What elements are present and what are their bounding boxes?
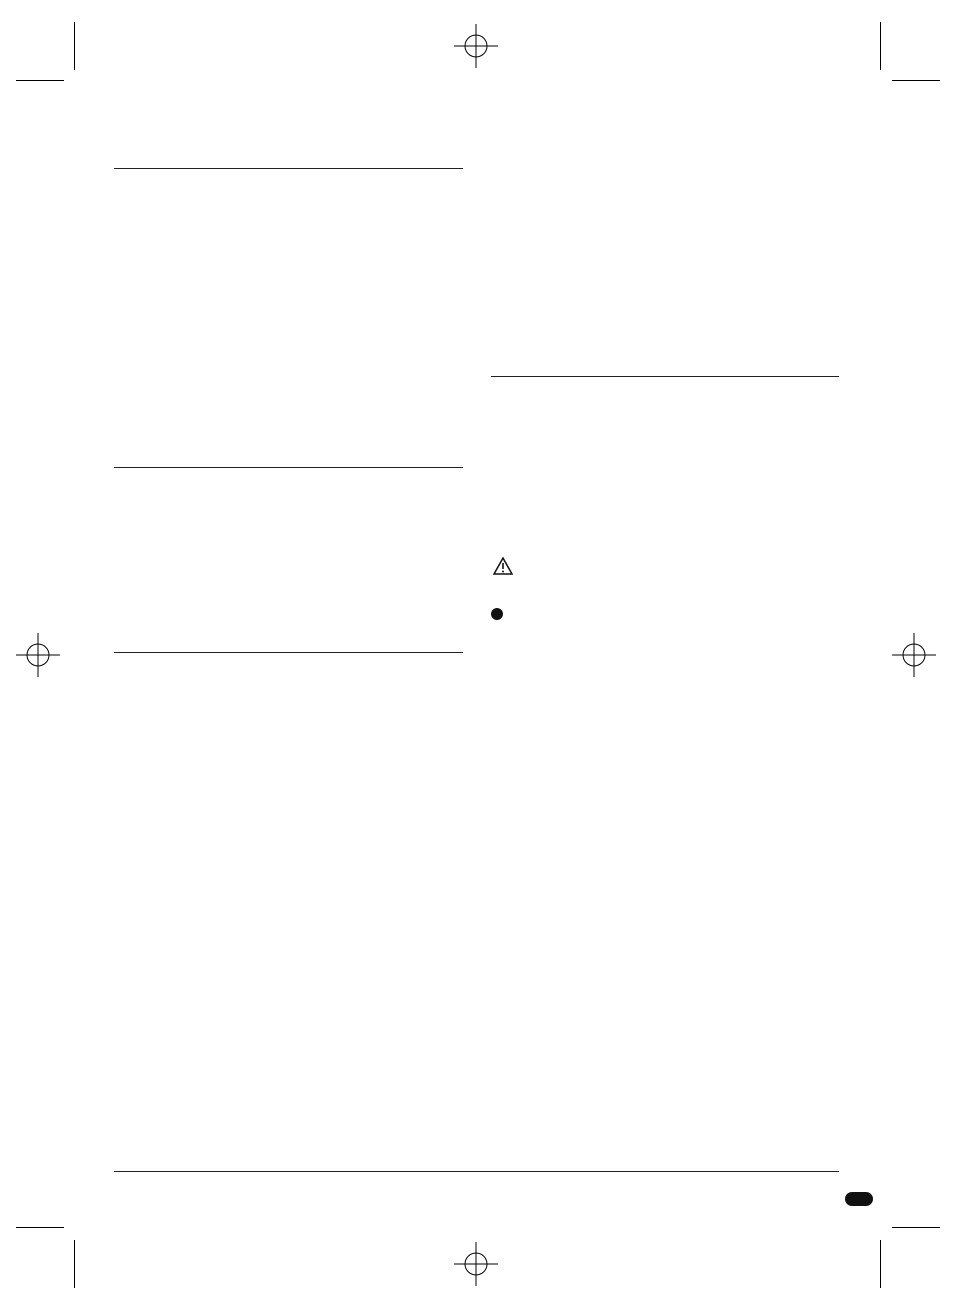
warning-text-line <box>491 606 503 624</box>
footer-divider <box>114 1171 839 1172</box>
divider <box>114 652 463 653</box>
crop-mark <box>880 1240 881 1288</box>
registration-mark-icon <box>892 633 936 677</box>
registration-mark-icon <box>16 633 60 677</box>
crop-mark <box>892 80 940 81</box>
divider <box>114 168 463 169</box>
right-column <box>491 0 841 1150</box>
divider <box>491 376 839 377</box>
crop-mark <box>880 22 881 70</box>
ref-number <box>491 608 503 620</box>
divider <box>114 467 463 468</box>
crop-mark <box>16 1227 64 1228</box>
registration-mark-icon <box>454 1242 498 1286</box>
crop-mark <box>74 1240 75 1288</box>
warning-triangle-icon <box>493 557 513 575</box>
crop-mark <box>16 80 64 81</box>
crop-mark <box>892 1227 940 1228</box>
left-column <box>114 0 464 1150</box>
language-badge <box>845 1192 873 1206</box>
crop-mark <box>74 22 75 70</box>
